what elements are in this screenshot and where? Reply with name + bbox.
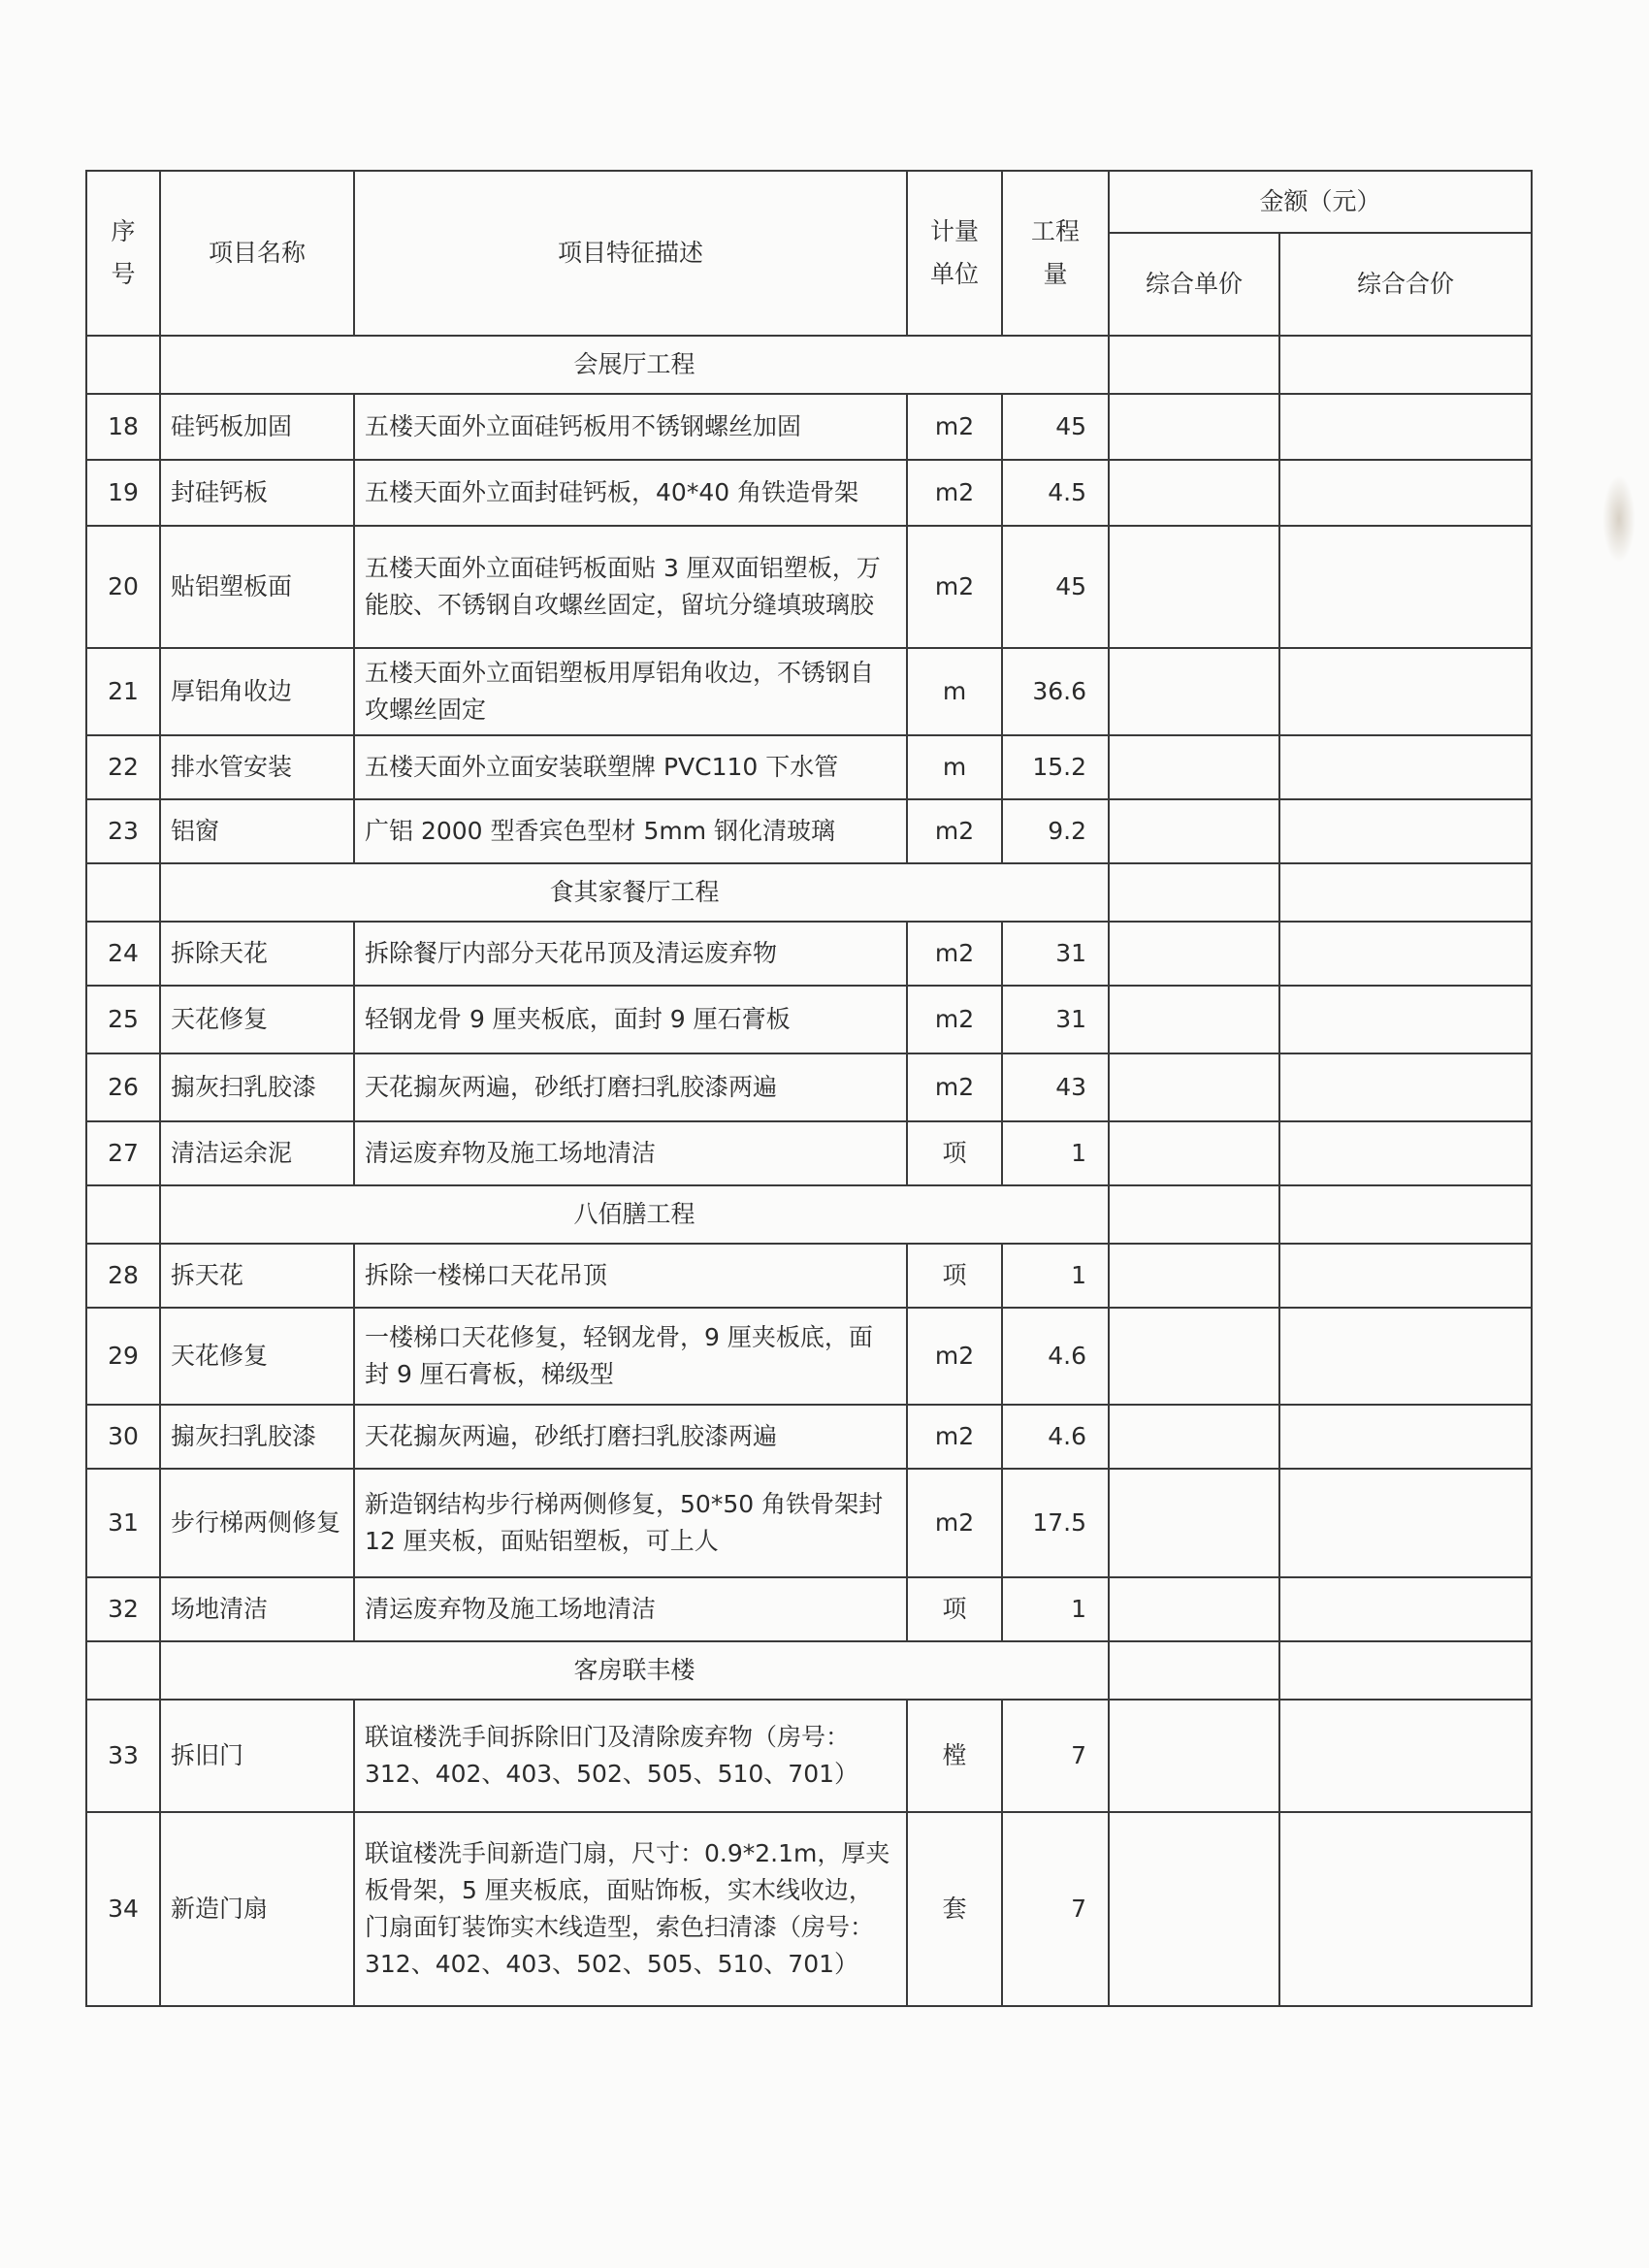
row-number: 20 bbox=[86, 526, 160, 648]
section-blank-cell bbox=[86, 863, 160, 922]
total-price-cell bbox=[1279, 922, 1532, 986]
item-description: 五楼天面外立面硅钙板面贴 3 厘双面铝塑板，万能胶、不锈钢自攻螺丝固定，留坑分缝填玻璃胶 bbox=[354, 526, 907, 648]
unit-price-cell bbox=[1109, 1700, 1279, 1812]
item-description: 清运废弃物及施工场地清洁 bbox=[354, 1121, 907, 1185]
quantity: 36.6 bbox=[1002, 648, 1109, 735]
unit-price-cell bbox=[1109, 1577, 1279, 1641]
quantity: 17.5 bbox=[1002, 1469, 1109, 1577]
section-total-price-cell bbox=[1279, 1641, 1532, 1700]
row-number: 31 bbox=[86, 1469, 160, 1577]
section-header-row bbox=[86, 863, 1532, 922]
item-description: 一楼梯口天花修复，轻钢龙骨，9 厘夹板底，面封 9 厘石膏板，梯级型 bbox=[354, 1308, 907, 1405]
item-description: 拆除一楼梯口天花吊顶 bbox=[354, 1244, 907, 1308]
table-row bbox=[86, 526, 1532, 648]
total-price-cell bbox=[1279, 1812, 1532, 2006]
row-number: 33 bbox=[86, 1700, 160, 1812]
measure-unit: 樘 bbox=[907, 1700, 1002, 1812]
item-description: 拆除餐厅内部分天花吊顶及清运废弃物 bbox=[354, 922, 907, 986]
row-number: 24 bbox=[86, 922, 160, 986]
item-name: 铝窗 bbox=[160, 799, 354, 863]
item-description: 天花搧灰两遍，砂纸打磨扫乳胶漆两遍 bbox=[354, 1405, 907, 1469]
measure-unit: m bbox=[907, 735, 1002, 799]
header-name: 项目名称 bbox=[160, 171, 354, 336]
item-description: 联谊楼洗手间拆除旧门及清除废弃物（房号：312、402、403、502、505、510、701） bbox=[354, 1700, 907, 1812]
measure-unit: 套 bbox=[907, 1812, 1002, 2006]
measure-unit: 项 bbox=[907, 1577, 1002, 1641]
quantity: 4.6 bbox=[1002, 1405, 1109, 1469]
total-price-cell bbox=[1279, 394, 1532, 460]
header-total-price: 综合合价 bbox=[1279, 233, 1532, 336]
item-description: 广铝 2000 型香宾色型材 5mm 钢化清玻璃 bbox=[354, 799, 907, 863]
unit-price-cell bbox=[1109, 1308, 1279, 1405]
measure-unit: 项 bbox=[907, 1244, 1002, 1308]
unit-price-cell bbox=[1109, 1244, 1279, 1308]
item-description: 天花搧灰两遍，砂纸打磨扫乳胶漆两遍 bbox=[354, 1053, 907, 1121]
unit-price-cell bbox=[1109, 1812, 1279, 2006]
section-title: 食其家餐厅工程 bbox=[160, 863, 1109, 922]
bill-of-quantities bbox=[85, 170, 1531, 2007]
row-number: 23 bbox=[86, 799, 160, 863]
header-unit-price: 综合单价 bbox=[1109, 233, 1279, 336]
table-row bbox=[86, 1405, 1532, 1469]
table-row bbox=[86, 735, 1532, 799]
table-row bbox=[86, 1700, 1532, 1812]
row-number: 22 bbox=[86, 735, 160, 799]
table-row bbox=[86, 1053, 1532, 1121]
table-row bbox=[86, 1469, 1532, 1577]
item-description: 清运废弃物及施工场地清洁 bbox=[354, 1577, 907, 1641]
unit-price-cell bbox=[1109, 1053, 1279, 1121]
section-total-price-cell bbox=[1279, 1185, 1532, 1244]
measure-unit: m2 bbox=[907, 1308, 1002, 1405]
unit-price-cell bbox=[1109, 799, 1279, 863]
section-title: 八佰膳工程 bbox=[160, 1185, 1109, 1244]
row-number: 32 bbox=[86, 1577, 160, 1641]
table-row bbox=[86, 922, 1532, 986]
item-description: 联谊楼洗手间新造门扇，尺寸：0.9*2.1m，厚夹板骨架，5 厘夹板底，面贴饰板，实木线收边，门扇面钉装饰实木线造型，索色扫清漆（房号：312、402、403、502、505、510、701） bbox=[354, 1812, 907, 2006]
section-unit-price-cell bbox=[1109, 1641, 1279, 1700]
item-name: 拆除天花 bbox=[160, 922, 354, 986]
header-row-1 bbox=[86, 171, 1532, 233]
unit-price-cell bbox=[1109, 922, 1279, 986]
item-description: 新造钢结构步行梯两侧修复，50*50 角铁骨架封 12 厘夹板，面贴铝塑板，可上人 bbox=[354, 1469, 907, 1577]
quantity: 43 bbox=[1002, 1053, 1109, 1121]
header-amount: 金额（元） bbox=[1109, 171, 1532, 233]
quantity: 45 bbox=[1002, 526, 1109, 648]
unit-price-cell bbox=[1109, 526, 1279, 648]
quantity: 4.5 bbox=[1002, 460, 1109, 526]
item-name: 搧灰扫乳胶漆 bbox=[160, 1053, 354, 1121]
quantity: 1 bbox=[1002, 1244, 1109, 1308]
table-row bbox=[86, 394, 1532, 460]
total-price-cell bbox=[1279, 799, 1532, 863]
section-header-row bbox=[86, 336, 1532, 394]
unit-price-cell bbox=[1109, 460, 1279, 526]
row-number: 34 bbox=[86, 1812, 160, 2006]
item-name: 厚铝角收边 bbox=[160, 648, 354, 735]
row-number: 19 bbox=[86, 460, 160, 526]
total-price-cell bbox=[1279, 1700, 1532, 1812]
section-blank-cell bbox=[86, 336, 160, 394]
section-blank-cell bbox=[86, 1641, 160, 1700]
measure-unit: m2 bbox=[907, 460, 1002, 526]
quantity: 7 bbox=[1002, 1812, 1109, 2006]
section-header-row bbox=[86, 1185, 1532, 1244]
table-row bbox=[86, 1812, 1532, 2006]
quantities-table bbox=[85, 170, 1533, 2007]
table-row bbox=[86, 648, 1532, 735]
table-row bbox=[86, 986, 1532, 1053]
item-name: 场地清洁 bbox=[160, 1577, 354, 1641]
table-row bbox=[86, 1577, 1532, 1641]
item-description: 五楼天面外立面铝塑板用厚铝角收边，不锈钢自攻螺丝固定 bbox=[354, 648, 907, 735]
measure-unit: m2 bbox=[907, 799, 1002, 863]
measure-unit: m2 bbox=[907, 394, 1002, 460]
table-row bbox=[86, 1244, 1532, 1308]
total-price-cell bbox=[1279, 1577, 1532, 1641]
quantity: 31 bbox=[1002, 922, 1109, 986]
total-price-cell bbox=[1279, 1244, 1532, 1308]
measure-unit: m bbox=[907, 648, 1002, 735]
unit-price-cell bbox=[1109, 1469, 1279, 1577]
total-price-cell bbox=[1279, 1308, 1532, 1405]
row-number: 27 bbox=[86, 1121, 160, 1185]
section-title: 客房联丰楼 bbox=[160, 1641, 1109, 1700]
section-unit-price-cell bbox=[1109, 336, 1279, 394]
measure-unit: m2 bbox=[907, 986, 1002, 1053]
item-name: 搧灰扫乳胶漆 bbox=[160, 1405, 354, 1469]
measure-unit: m2 bbox=[907, 922, 1002, 986]
item-name: 步行梯两侧修复 bbox=[160, 1469, 354, 1577]
item-description: 轻钢龙骨 9 厘夹板底，面封 9 厘石膏板 bbox=[354, 986, 907, 1053]
quantity: 45 bbox=[1002, 394, 1109, 460]
quantity: 7 bbox=[1002, 1700, 1109, 1812]
total-price-cell bbox=[1279, 986, 1532, 1053]
row-number: 26 bbox=[86, 1053, 160, 1121]
unit-price-cell bbox=[1109, 986, 1279, 1053]
section-unit-price-cell bbox=[1109, 1185, 1279, 1244]
section-unit-price-cell bbox=[1109, 863, 1279, 922]
quantity: 1 bbox=[1002, 1121, 1109, 1185]
section-total-price-cell bbox=[1279, 863, 1532, 922]
item-description: 五楼天面外立面硅钙板用不锈钢螺丝加固 bbox=[354, 394, 907, 460]
quantity: 1 bbox=[1002, 1577, 1109, 1641]
total-price-cell bbox=[1279, 1405, 1532, 1469]
item-name: 贴铝塑板面 bbox=[160, 526, 354, 648]
total-price-cell bbox=[1279, 648, 1532, 735]
unit-price-cell bbox=[1109, 394, 1279, 460]
total-price-cell bbox=[1279, 735, 1532, 799]
row-number: 21 bbox=[86, 648, 160, 735]
item-description: 五楼天面外立面封硅钙板，40*40 角铁造骨架 bbox=[354, 460, 907, 526]
total-price-cell bbox=[1279, 1469, 1532, 1577]
header-no: 序 号 bbox=[86, 171, 160, 336]
row-number: 25 bbox=[86, 986, 160, 1053]
item-name: 拆旧门 bbox=[160, 1700, 354, 1812]
row-number: 29 bbox=[86, 1308, 160, 1405]
row-number: 30 bbox=[86, 1405, 160, 1469]
header-qty: 工程 量 bbox=[1002, 171, 1109, 336]
item-name: 排水管安装 bbox=[160, 735, 354, 799]
unit-price-cell bbox=[1109, 648, 1279, 735]
measure-unit: m2 bbox=[907, 1469, 1002, 1577]
section-total-price-cell bbox=[1279, 336, 1532, 394]
row-number: 28 bbox=[86, 1244, 160, 1308]
table-row bbox=[86, 1121, 1532, 1185]
quantity: 9.2 bbox=[1002, 799, 1109, 863]
item-name: 新造门扇 bbox=[160, 1812, 354, 2006]
table-row bbox=[86, 799, 1532, 863]
quantity: 4.6 bbox=[1002, 1308, 1109, 1405]
item-description: 五楼天面外立面安装联塑牌 PVC110 下水管 bbox=[354, 735, 907, 799]
total-price-cell bbox=[1279, 1121, 1532, 1185]
total-price-cell bbox=[1279, 1053, 1532, 1121]
measure-unit: 项 bbox=[907, 1121, 1002, 1185]
measure-unit: m2 bbox=[907, 526, 1002, 648]
item-name: 硅钙板加固 bbox=[160, 394, 354, 460]
section-blank-cell bbox=[86, 1185, 160, 1244]
unit-price-cell bbox=[1109, 735, 1279, 799]
total-price-cell bbox=[1279, 460, 1532, 526]
header-unit: 计量 单位 bbox=[907, 171, 1002, 336]
total-price-cell bbox=[1279, 526, 1532, 648]
header-desc: 项目特征描述 bbox=[354, 171, 907, 336]
table-row bbox=[86, 460, 1532, 526]
measure-unit: m2 bbox=[907, 1405, 1002, 1469]
unit-price-cell bbox=[1109, 1405, 1279, 1469]
table-row bbox=[86, 1308, 1532, 1405]
unit-price-cell bbox=[1109, 1121, 1279, 1185]
item-name: 天花修复 bbox=[160, 986, 354, 1053]
item-name: 封硅钙板 bbox=[160, 460, 354, 526]
quantity: 31 bbox=[1002, 986, 1109, 1053]
paper-stain bbox=[1602, 475, 1635, 563]
row-number: 18 bbox=[86, 394, 160, 460]
measure-unit: m2 bbox=[907, 1053, 1002, 1121]
section-header-row bbox=[86, 1641, 1532, 1700]
quantity: 15.2 bbox=[1002, 735, 1109, 799]
item-name: 清洁运余泥 bbox=[160, 1121, 354, 1185]
item-name: 天花修复 bbox=[160, 1308, 354, 1405]
table-body bbox=[86, 336, 1532, 2006]
item-name: 拆天花 bbox=[160, 1244, 354, 1308]
section-title: 会展厅工程 bbox=[160, 336, 1109, 394]
